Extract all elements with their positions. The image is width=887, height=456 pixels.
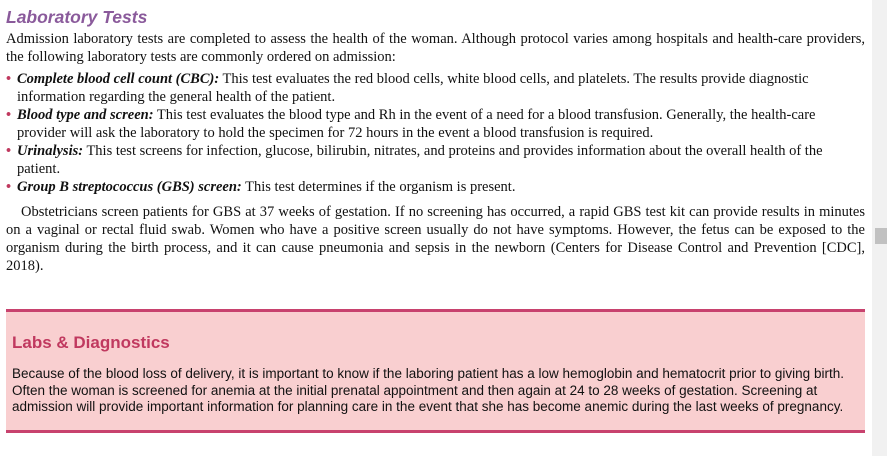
bullet-icon: • [6, 179, 12, 195]
list-item-term: Complete blood cell count (CBC): [17, 71, 220, 87]
list-item-term: Blood type and screen: [17, 107, 154, 123]
list-item-text: This test screens for infection, glucose, bilirubin, nitrates, and proteins and provides information about the overall health of the patient. [17, 143, 823, 177]
list-item-text: This test evaluates the red blood cells, white blood cells, and platelets. The results provide diagnostic information regarding the general health of the patient. [17, 71, 809, 105]
intro-paragraph: Admission laboratory tests are completed to assess the health of the woman. Although protocol varies among hospitals and health-care providers, the following laboratory tests are commonly ordered on admission: [6, 31, 865, 65]
list-item-text: This test determines if the organism is present. [241, 179, 516, 195]
lab-test-list [6, 70, 865, 196]
main-content [6, 5, 865, 275]
vertical-scrollbar[interactable] [872, 0, 887, 456]
list-item-term: Urinalysis: [17, 143, 84, 159]
list-item [6, 142, 865, 178]
bullet-icon: • [6, 71, 12, 87]
gbs-paragraph: Obstetricians screen patients for GBS at 37 weeks of gestation. If no screening has occurred, a rapid GBS test kit can provide results in minutes on a vaginal or rectal fluid swab. Women who have a positive screen usually do not have symptoms. However, the fetus can be exposed to the organism during the birth process, and it can cause pneumonia and sepsis in the newborn (Centers for Disease Control and Prevention [CDC], 2018). [6, 204, 865, 274]
list-item [6, 178, 865, 196]
bullet-icon: • [6, 143, 12, 159]
bullet-icon: • [6, 107, 12, 123]
scrollbar-thumb[interactable] [875, 228, 887, 244]
list-item [6, 106, 865, 142]
labs-diagnostics-callout [6, 309, 865, 433]
callout-title: Labs & Diagnostics [12, 333, 170, 352]
list-item [6, 70, 865, 106]
callout-body: Because of the blood loss of delivery, it is important to know if the laboring patient has a low hemoglobin and hematocrit prior to giving birth. Often the woman is screened for anemia at the initial prenatal appointment and then again at 24 to 28 weeks of gestation. Screening at admission will provide important information for planning care in the event that she has become anemic during the last weeks of pregnancy. [12, 366, 844, 414]
list-item-text: This test evaluates the blood type and Rh in the event of a need for a blood transfusion. Generally, the health-care provider will ask the laboratory to hold the specimen for 72 hours in the event a blood transfusion is required. [17, 107, 816, 141]
section-heading: Laboratory Tests [6, 7, 148, 27]
list-item-term: Group B streptococcus (GBS) screen: [17, 179, 242, 195]
